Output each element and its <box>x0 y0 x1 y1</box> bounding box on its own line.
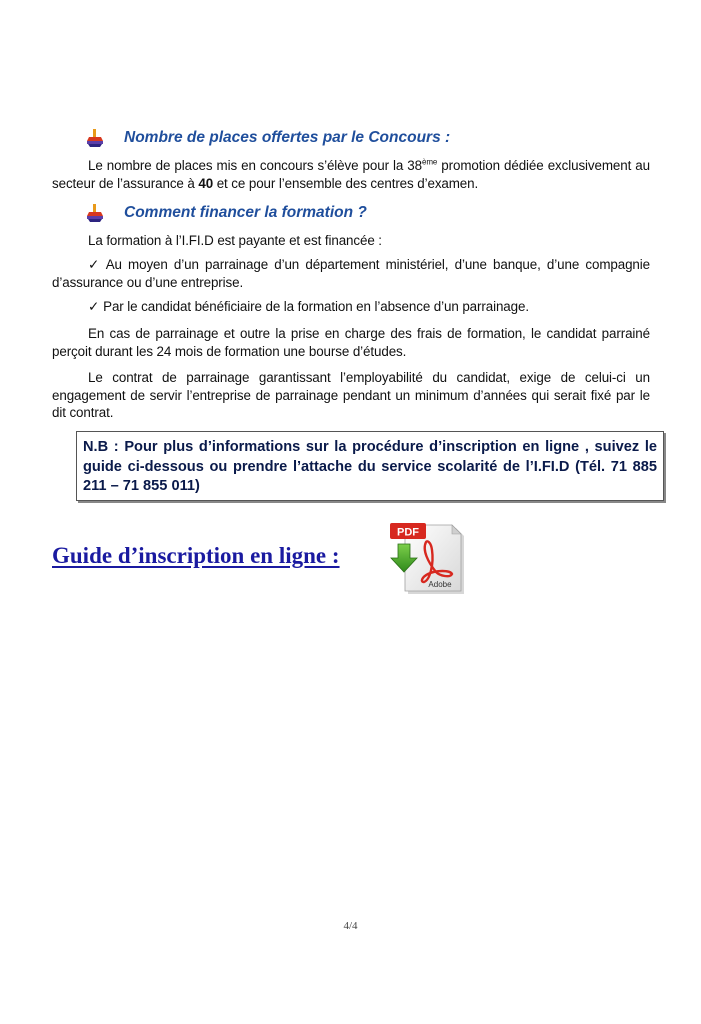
contract-paragraph: Le contrat de parrainage garantissant l’employabilité du candidat, exige de celui-ci un engagement de servir l’entreprise de parrainage pendant un minimum d’années qui serait fixé par le dit contrat. <box>52 370 650 420</box>
financing-item-candidate <box>52 298 650 316</box>
hand-pointer-icon <box>84 203 106 223</box>
pdf-download-icon[interactable] <box>388 520 470 598</box>
page-number: 4/4 <box>343 920 358 932</box>
superscript: ème <box>421 157 438 167</box>
heading-text: Comment financer la formation ? <box>124 204 367 221</box>
item-text: Au moyen d’un parrainage d’un département ministériel, d’une banque, d’une compagnie d’assurance ou d’une entreprise. <box>52 257 650 290</box>
sponsorship-paragraph: En cas de parrainage et outre la prise en charge des frais de formation, le candidat parrainé perçoit durant les 24 mois de formation une bourse d’études. <box>52 326 650 359</box>
hand-pointer-icon <box>84 128 106 148</box>
heading-text: Nombre de places offertes par le Concours : <box>124 129 451 146</box>
pdf-label: PDF <box>397 526 419 539</box>
checkmark-icon: ✓ <box>88 257 102 272</box>
text-segment: promotion dédiée exclusivement au secteur de l’assurance à <box>52 158 650 191</box>
financing-item-sponsorship <box>52 256 650 291</box>
nb-notice-box <box>76 431 664 501</box>
section-heading-places <box>84 128 450 148</box>
guide-title-link[interactable]: Guide d’inscription en ligne : <box>52 543 340 568</box>
places-paragraph <box>52 157 650 192</box>
checkmark-icon: ✓ <box>88 299 100 314</box>
nb-notice-text: N.B : Pour plus d’informations sur la procédure d’inscription en ligne , suivez le guide ci-dessous ou prendre l’attache du service scolarité de l’I.FI.D (Tél. 71 885 211 – 71 855 011) <box>83 439 657 494</box>
text-segment: Le nombre de places mis en concours s’élève pour la 38 <box>88 158 422 173</box>
adobe-label: Adobe <box>428 580 452 589</box>
financing-intro: La formation à l’I.FI.D est payante et est financée : <box>88 233 382 248</box>
item-text: Par le candidat bénéficiaire de la formation en l’absence d’un parrainage. <box>103 299 529 314</box>
places-count: 40 <box>198 175 214 191</box>
section-heading-financing <box>84 203 367 223</box>
text-segment: et ce pour l’ensemble des centres d’examen. <box>213 175 479 191</box>
